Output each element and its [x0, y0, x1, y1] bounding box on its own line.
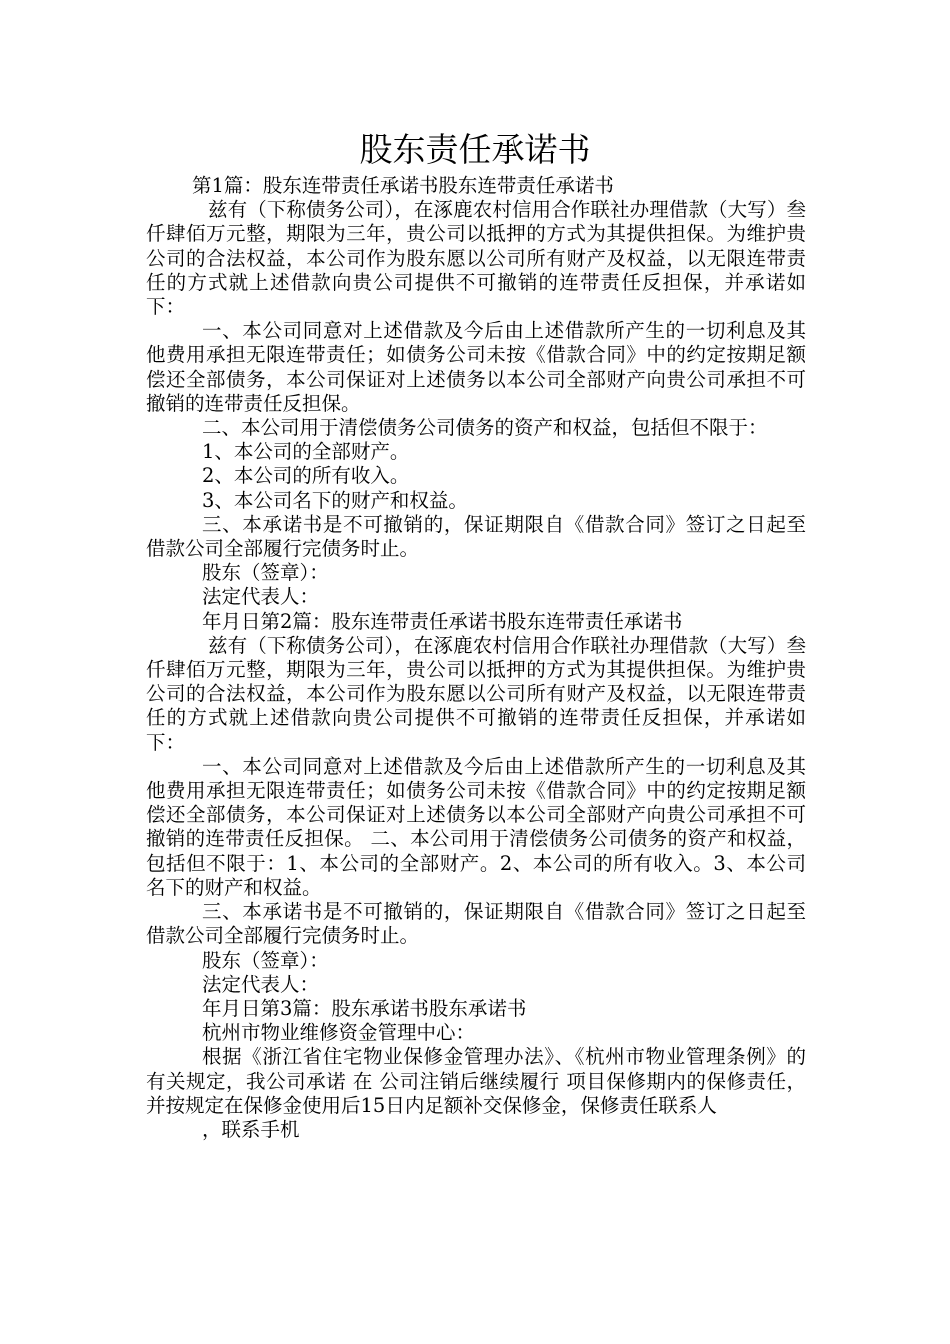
paragraph: 一、本公司同意对上述借款及今后由上述借款所产生的一切利息及其他费用承担无限连带责任；如债务公司未按《借款合同》中的约定按期足额偿还全部债务，本公司保证对上述债务以本公司全部财产向贵公司承担不可撤销的连带责任反担保。 二、本公司用于清偿债务公司债务的资产和权益，包括但不限于：1、本公司的全部财产。2、本公司的所有收入。3、本公司名下的财产和权益。: [146, 754, 806, 899]
paragraph: 3、本公司名下的财产和权益。: [202, 488, 468, 512]
paragraph: 兹有（下称债务公司），在涿鹿农村信用合作联社办理借款（大写）叁仟肆佰万元整，期限为三年，贵公司以抵押的方式为其提供担保。为维护贵公司的合法权益，本公司作为股东愿以公司所有财产及权益，以无限连带责任的方式就上述借款向贵公司提供不可撤销的连带责任反担保，并承诺如下：: [146, 633, 806, 754]
paragraph: 年月日第2篇：股东连带责任承诺书股东连带责任承诺书: [202, 609, 683, 633]
document-body: [146, 174, 806, 1142]
document-title: 股东责任承诺书: [359, 130, 591, 169]
paragraph: 兹有（下称债务公司），在涿鹿农村信用合作联社办理借款（大写）叁仟肆佰万元整，期限为三年，贵公司以抵押的方式为其提供担保。为维护贵公司的合法权益，本公司作为股东愿以公司所有财产及权益，以无限连带责任的方式就上述借款向贵公司提供不可撤销的连带责任反担保，并承诺如下：: [146, 198, 806, 319]
paragraph: 一、本公司同意对上述借款及今后由上述借款所产生的一切利息及其他费用承担无限连带责任；如债务公司未按《借款合同》中的约定按期足额偿还全部债务，本公司保证对上述债务以本公司全部财产向贵公司承担不可撤销的连带责任反担保。: [146, 319, 806, 415]
paragraph: 三、本承诺书是不可撤销的，保证期限自《借款合同》签订之日起至借款公司全部履行完债务时止。: [146, 512, 806, 561]
paragraph: 股东（签章）：: [202, 948, 329, 972]
paragraph: 年月日第3篇：股东承诺书股东承诺书: [202, 996, 527, 1020]
paragraph: ，联系手机: [202, 1117, 300, 1141]
paragraph: 三、本承诺书是不可撤销的，保证期限自《借款合同》签订之日起至借款公司全部履行完债务时止。: [146, 900, 806, 948]
paragraph: 法定代表人：: [202, 585, 320, 609]
paragraph: 2、本公司的所有收入。: [202, 464, 410, 488]
paragraph: 根据《浙江省住宅物业保修金管理办法》、《杭州市物业管理条例》的有关规定，我公司承诺 在 公司注销后继续履行 项目保修期内的保修责任，并按规定在保修金使用后15日内足额补交保修金，保修责任联系人: [146, 1045, 806, 1117]
paragraph: 杭州市物业维修资金管理中心：: [202, 1021, 476, 1045]
paragraph: 二、本公司用于清偿债务公司债务的资产和权益，包括但不限于：: [202, 416, 768, 440]
paragraph: 法定代表人：: [202, 972, 320, 996]
paragraph: 第1篇：股东连带责任承诺书股东连带责任承诺书: [192, 174, 614, 197]
paragraph: 股东（签章）：: [202, 561, 329, 585]
paragraph: 1、本公司的全部财产。: [202, 440, 410, 464]
